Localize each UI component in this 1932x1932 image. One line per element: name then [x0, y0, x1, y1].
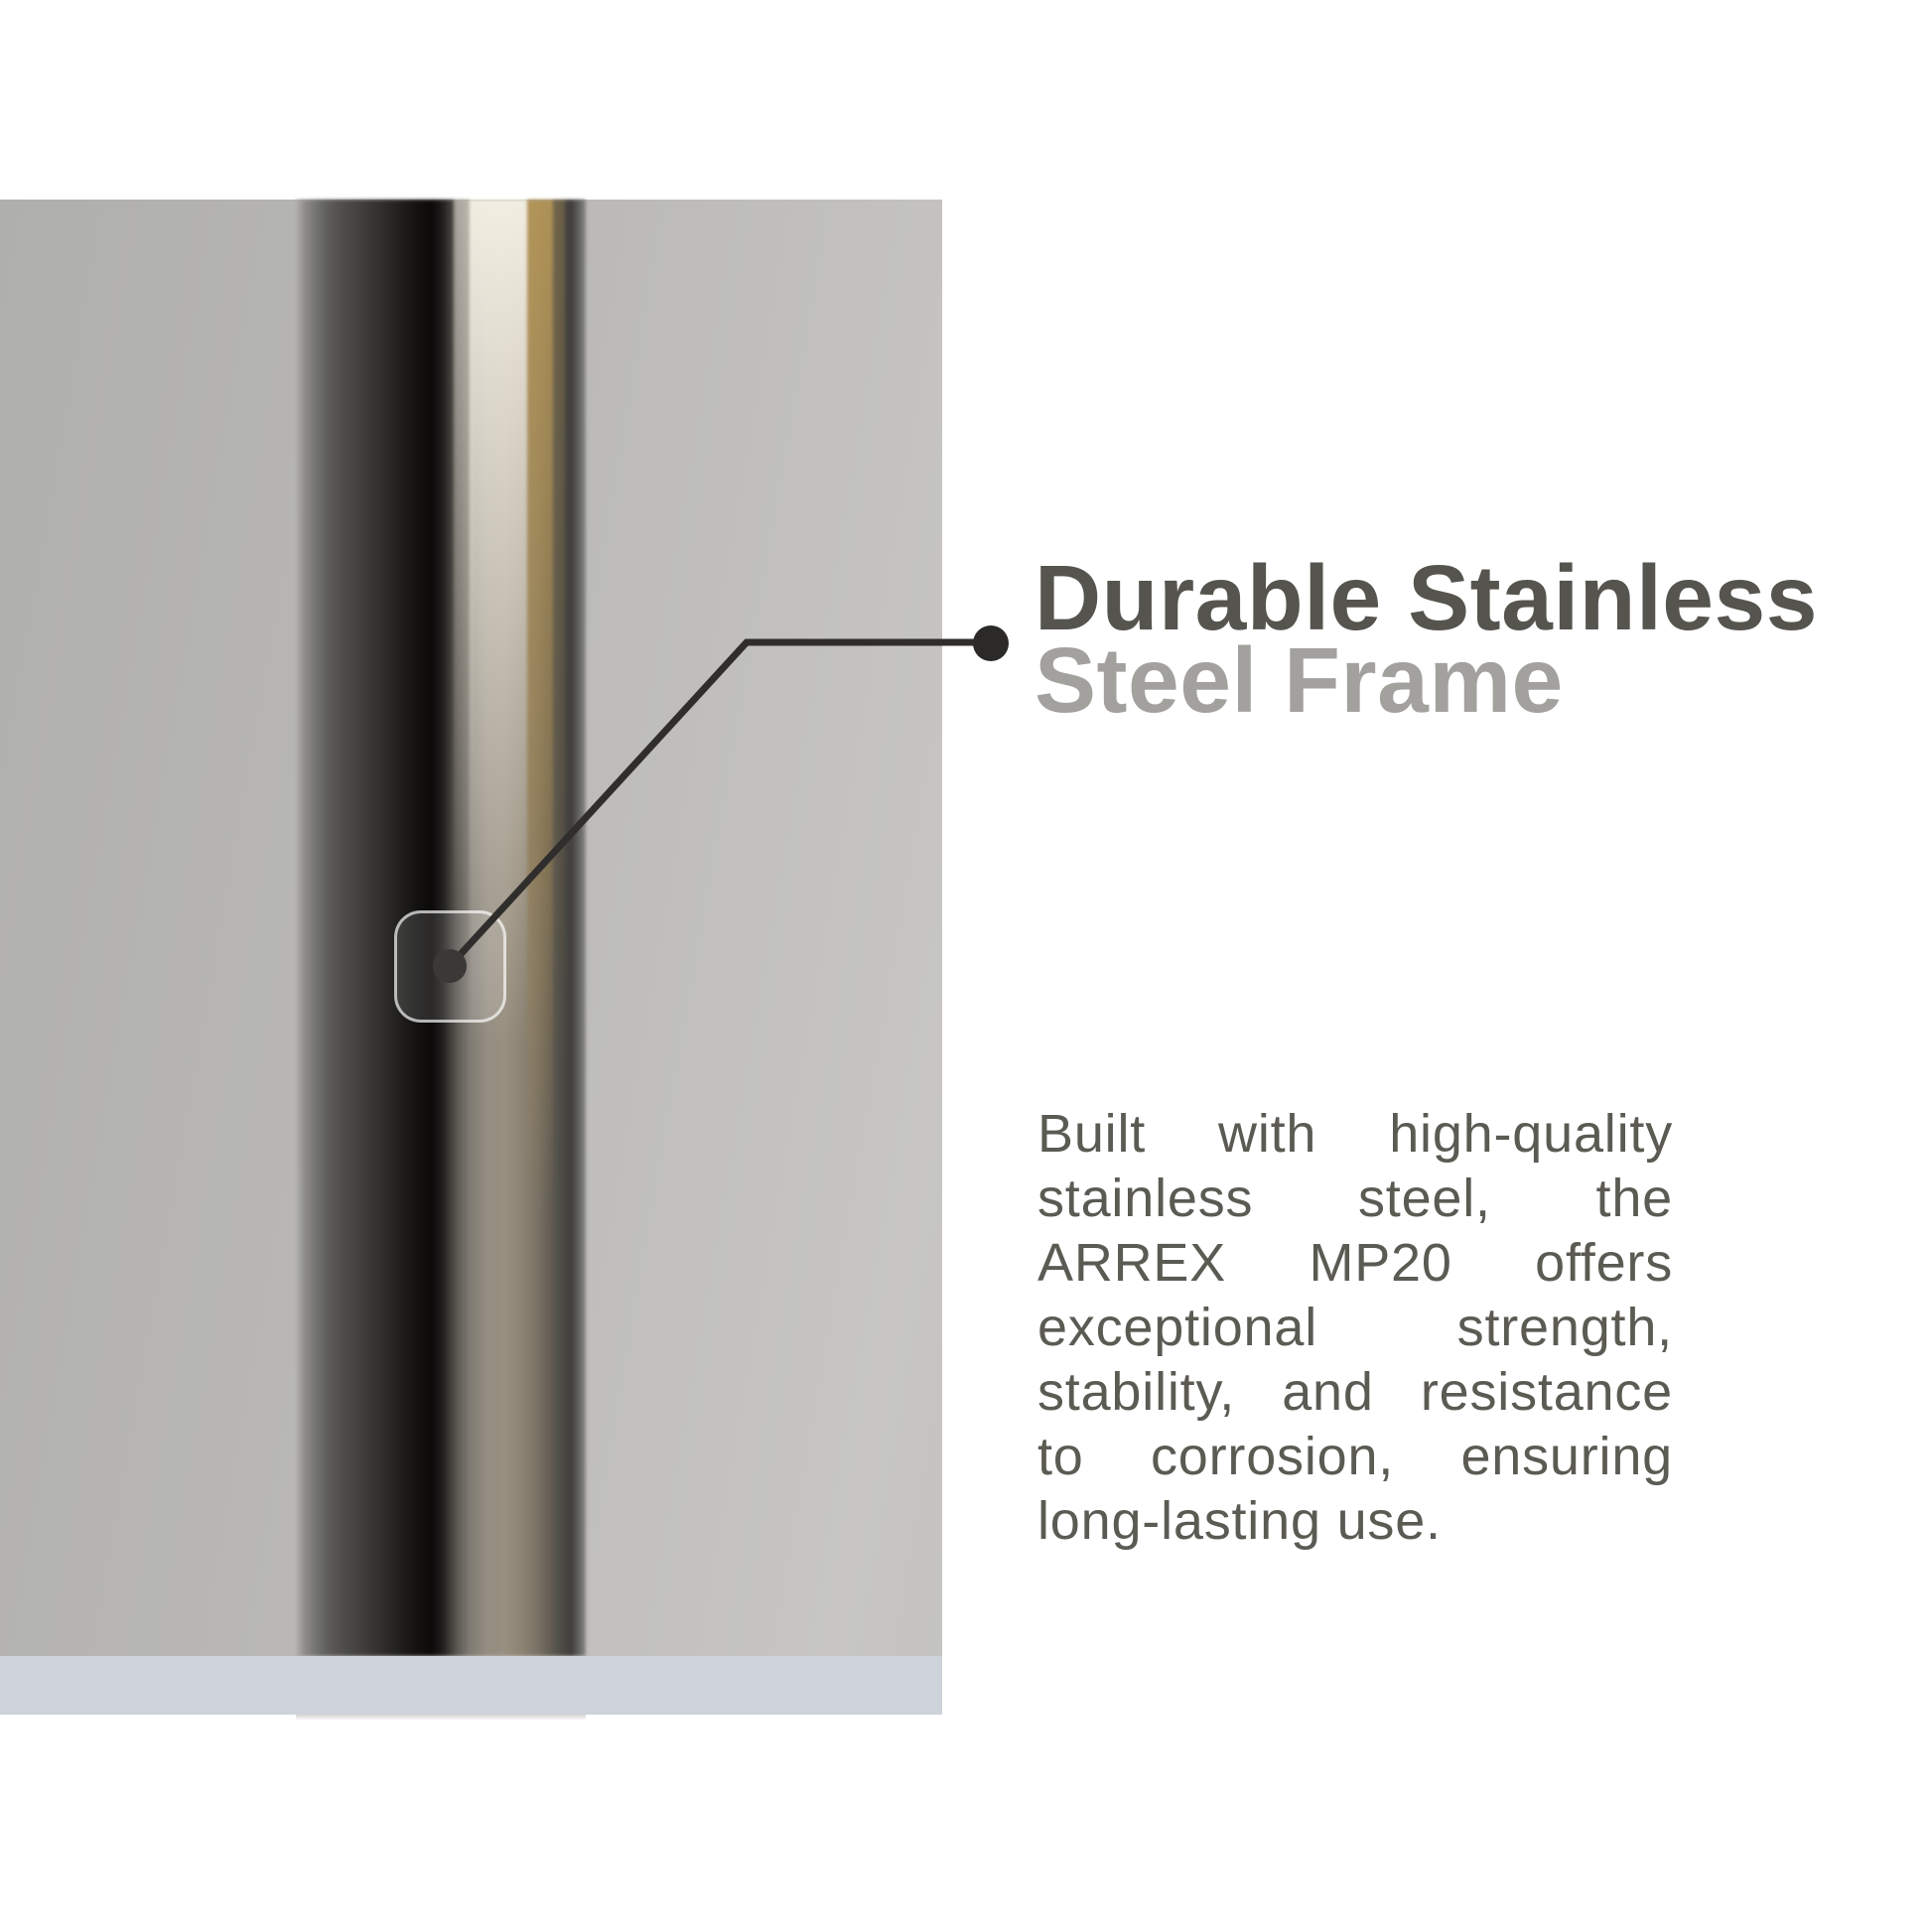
feature-title-line1: Durable Stainless	[1035, 546, 1818, 649]
description-line: exceptional strength,	[1037, 1298, 1673, 1357]
callout-end-dot	[973, 625, 1009, 661]
feature-description	[1037, 1102, 1673, 1554]
table-surface-band	[0, 1656, 942, 1715]
description-line: stability, and resistance	[1037, 1362, 1673, 1422]
pole-reflection	[296, 1715, 586, 1721]
description-line: long-lasting use.	[1037, 1491, 1442, 1551]
description-line: Built with high-quality	[1037, 1104, 1673, 1164]
description-line: to corrosion, ensuring	[1037, 1427, 1673, 1486]
feature-title-line2: Steel Frame	[1035, 628, 1564, 732]
description-line: stainless steel, the	[1037, 1169, 1673, 1228]
description-line: ARREX MP20 offers	[1037, 1233, 1673, 1293]
feature-highlight-box	[394, 910, 506, 1023]
